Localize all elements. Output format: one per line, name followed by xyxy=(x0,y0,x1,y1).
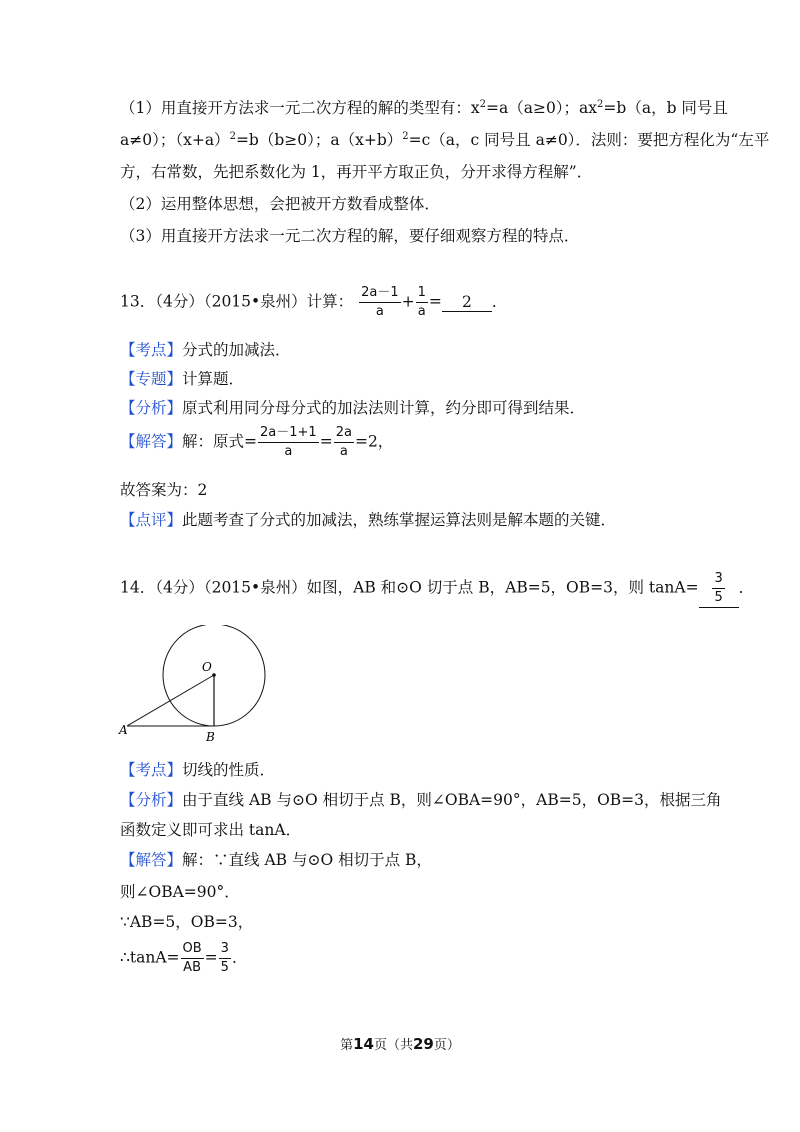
circle-tangent-figure xyxy=(115,625,275,745)
jieda-tag: 【解答】 xyxy=(120,432,183,451)
denominator: AB xyxy=(183,960,201,975)
numerator: 2a－1 xyxy=(359,284,401,303)
kaodian-text: 切线的性质． xyxy=(182,761,276,779)
q13-stem xyxy=(120,284,507,321)
fenxi-tag: 【分析】 xyxy=(120,399,183,417)
note-text: =b（a，b 同号且 xyxy=(603,99,728,117)
zhuanti-tag: 【专题】 xyxy=(120,370,183,388)
note-line-5: （3）用直接开方法求一元二次方程的解，要仔细观察方程的特点． xyxy=(120,227,580,245)
denominator: a xyxy=(375,304,384,319)
note-line-4: （2）运用整体思想，会把被开方数看成整体． xyxy=(120,195,440,213)
fraction xyxy=(416,284,428,321)
operator: = xyxy=(204,948,218,967)
note-text: =b（b≥0）；a（x+b） xyxy=(235,131,403,149)
numerator: 1 xyxy=(416,284,428,303)
jieda-text: ∴tanA= xyxy=(120,948,180,967)
jieda-tag: 【解答】 xyxy=(120,851,183,869)
dianping-tag: 【点评】 xyxy=(120,511,183,529)
page-total: 29 xyxy=(413,1035,434,1053)
question-text: 14．（4分）（2015•泉州）如图，AB 和⊙O 切于点 B，AB=5，OB=3，则 tanA= xyxy=(120,578,699,597)
q14-fenxi xyxy=(120,788,722,810)
numerator: 3 xyxy=(712,570,724,589)
note-line-3: 方，右常数，先把系数化为 1，再开平方取正负，分开求得方程解”． xyxy=(120,163,593,181)
jieda-text: =2， xyxy=(354,432,394,451)
answer-blank xyxy=(699,570,739,608)
q14-jieda-3: ∵AB=5，OB=3， xyxy=(120,913,254,931)
numerator: 2a－1+1 xyxy=(258,424,319,443)
numerator: OB xyxy=(181,940,204,959)
superscript: 2 xyxy=(402,130,409,142)
q13-zhuanti xyxy=(120,367,244,389)
question-text: 13．（4分）（2015•泉州）计算： xyxy=(120,292,354,311)
operator: = xyxy=(428,292,442,311)
fraction xyxy=(712,570,724,607)
zhuanti-text: 计算题． xyxy=(182,370,245,388)
note-line-1 xyxy=(120,96,728,118)
page-number: 14 xyxy=(353,1035,374,1053)
fraction xyxy=(334,424,354,461)
fenxi-text: 原式利用同分母分式的加法法则计算，约分即可得到结果． xyxy=(182,399,586,417)
q14-fenxi-cont: 函数定义即可求出 tanA． xyxy=(120,821,302,839)
center-point xyxy=(212,673,216,677)
footer-text: 第 xyxy=(340,1038,354,1053)
fraction xyxy=(258,424,319,461)
superscript: 2 xyxy=(597,98,604,110)
label-o: O xyxy=(202,660,212,674)
q14-jieda-4 xyxy=(120,940,247,977)
fraction xyxy=(181,940,204,977)
jieda-text: 解：原式= xyxy=(182,432,258,451)
superscript: 2 xyxy=(229,130,236,142)
fenxi-tag: 【分析】 xyxy=(120,791,183,809)
q13-dianping xyxy=(120,508,616,530)
operator: + xyxy=(401,292,415,311)
punctuation: ． xyxy=(738,578,755,597)
denominator: a xyxy=(417,304,426,319)
denominator: a xyxy=(284,444,293,459)
q14-jieda-2: 则∠OBA=90°． xyxy=(120,883,240,901)
punctuation: ． xyxy=(231,948,248,967)
footer-text: 页（共 xyxy=(373,1038,413,1053)
page-footer xyxy=(0,1034,800,1053)
q13-jieda xyxy=(120,424,393,461)
fraction xyxy=(359,284,401,321)
q13-final: 故答案为：2 xyxy=(120,481,208,499)
punctuation: ． xyxy=(491,292,508,311)
q13-kaodian xyxy=(120,338,291,360)
numerator: 3 xyxy=(219,940,231,959)
dianping-text: 此题考查了分式的加减法，熟练掌握运算法则是解本题的关键． xyxy=(182,511,617,529)
denominator: 5 xyxy=(220,960,229,975)
note-text: （1）用直接开方法求一元二次方程的解的类型有：x xyxy=(120,99,480,117)
jieda-text: 解：∵直线 AB 与⊙O 相切于点 B， xyxy=(182,851,432,869)
kaodian-tag: 【考点】 xyxy=(120,761,183,779)
fraction xyxy=(219,940,231,977)
note-text: =a（a≥0）；ax xyxy=(485,99,598,117)
kaodian-text: 分式的加减法． xyxy=(182,341,291,359)
segment-ao xyxy=(127,675,214,726)
superscript: 2 xyxy=(479,98,486,110)
q14-kaodian xyxy=(120,758,275,780)
denominator: a xyxy=(339,444,348,459)
q14-jieda xyxy=(120,848,432,870)
label-b: B xyxy=(206,730,215,744)
kaodian-tag: 【考点】 xyxy=(120,341,183,359)
fenxi-text: 由于直线 AB 与⊙O 相切于点 B，则∠OBA=90°，AB=5，OB=3，根据三角 xyxy=(182,791,722,809)
numerator: 2a xyxy=(334,424,354,443)
label-a: A xyxy=(119,723,128,737)
footer-text: 页） xyxy=(433,1038,460,1053)
note-line-2 xyxy=(120,128,769,150)
q13-fenxi xyxy=(120,396,585,418)
note-text: a≠0）；（x+a） xyxy=(120,131,230,149)
denominator: 5 xyxy=(714,590,723,605)
note-text: =c（a，c 同号且 a≠0）．法则：要把方程化为“左平 xyxy=(408,131,770,149)
answer-blank: 2 xyxy=(442,293,492,312)
operator: = xyxy=(319,432,333,451)
q14-stem xyxy=(120,570,754,608)
